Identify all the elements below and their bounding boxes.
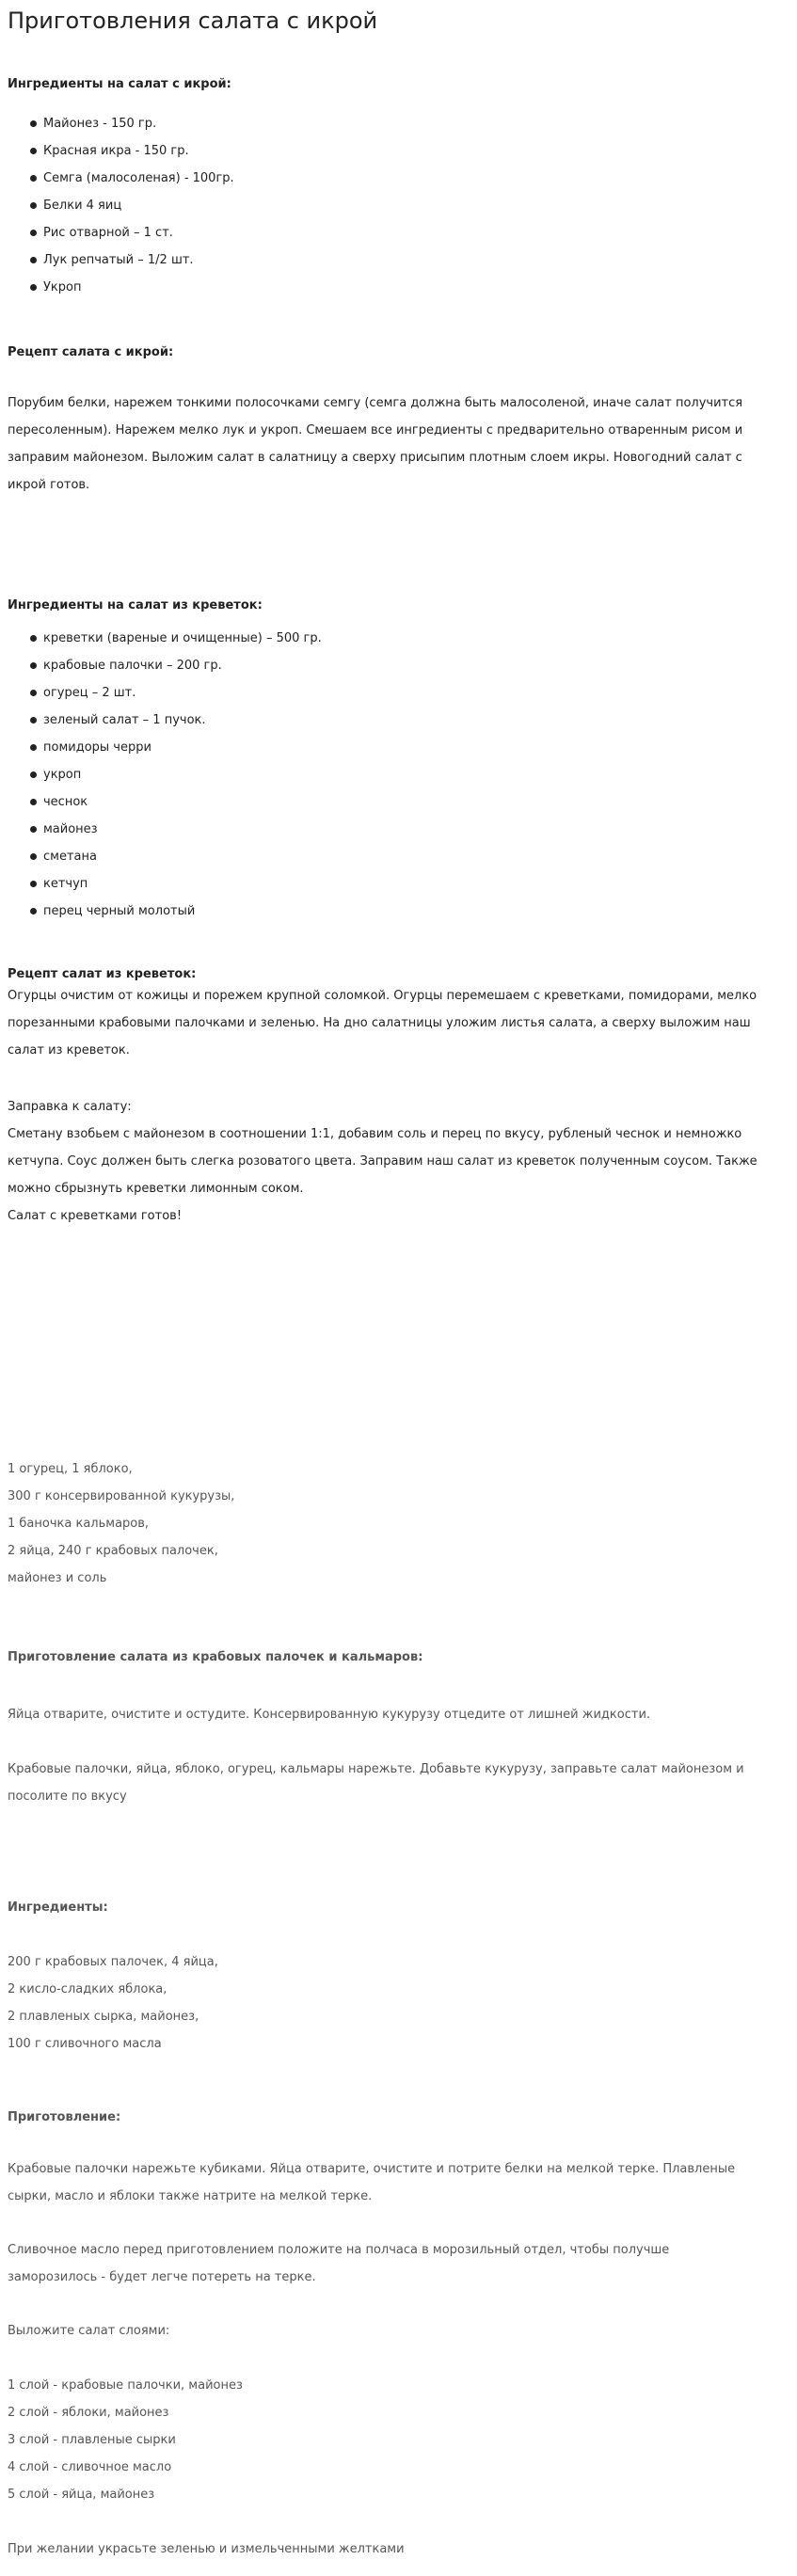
crab-ingredient-line: 1 огурец, 1 яблоко, [8, 1462, 133, 1476]
shrimp-recipe-heading: Рецепт салат из креветок: [8, 967, 197, 981]
page-title: Приготовления салата с икрой [8, 8, 378, 34]
ingredient-line: 2 кисло-сладких яблока, [8, 1982, 167, 1996]
layer-line: 3 слой - плавленые сырки [8, 2433, 176, 2447]
caviar-recipe-text: Порубим белки, нарежем тонкими полосочками семгу (семга должна быть малосоленой, иначе салат получится пересоленным). Нарежем мелко лук и укроп. Смешаем все ингредиенты с предварительно отваренным рисом и заправим майонезом. Выложим салат в салатницу а сверху присыпим плотным слоем икры. Новогодний салат с икрой готов. [8, 396, 743, 492]
preparation-step: Сливочное масло перед приготовлением положите на полчаса в морозильный отдел, чтобы получше заморозилось - будет легче потереть на терке. [8, 2243, 670, 2284]
crab-squid-prep-heading: Приготовление салата из крабовых палочек и кальмаров: [8, 1650, 423, 1664]
preparation-step: Крабовые палочки нарежьте кубиками. Яйца отварите, очистите и потрите белки на мелкой терке. Плавленые сырки, масло и яблоки также натрите на мелкой терке. [8, 2162, 736, 2203]
ingredient-line: 200 г крабовых палочек, 4 яйца, [8, 1955, 218, 1969]
list-item: Майонез - 150 гр. [8, 110, 234, 137]
layer-line: 2 слой - яблоки, майонез [8, 2406, 169, 2420]
caviar-ingredients-heading: Ингредиенты на салат с икрой: [8, 77, 231, 91]
list-item: Укроп [8, 274, 234, 301]
crab-ingredient-line: 2 яйца, 240 г крабовых палочек, [8, 1544, 218, 1558]
list-item: креветки (вареные и очищенные) – 500 гр. [8, 625, 322, 652]
list-item: Семга (малосоленая) - 100гр. [8, 165, 234, 192]
list-item: зеленый салат – 1 пучок. [8, 707, 322, 734]
list-item: Белки 4 яиц [8, 192, 234, 219]
list-item: помидоры черри [8, 734, 322, 761]
layer-line: 1 слой - крабовые палочки, майонез [8, 2378, 243, 2393]
list-item: крабовые палочки – 200 гр. [8, 652, 322, 679]
crab-ingredient-line: 300 г консервированной кукурузы, [8, 1489, 235, 1503]
list-item: майонез [8, 816, 322, 843]
shrimp-ingredients-list [8, 625, 322, 925]
list-item: укроп [8, 761, 322, 788]
list-item: Рис отварной – 1 ст. [8, 219, 234, 246]
caviar-recipe-heading: Рецепт салата с икрой: [8, 345, 174, 359]
caviar-ingredients-list [8, 110, 234, 301]
preparation-heading: Приготовление: [8, 2110, 121, 2124]
list-item: сметана [8, 843, 322, 870]
list-item: кетчуп [8, 870, 322, 898]
shrimp-ingredients-heading: Ингредиенты на салат из креветок: [8, 598, 263, 612]
layer-line: 4 слой - сливочное масло [8, 2460, 172, 2474]
shrimp-done-text: Салат с креветками готов! [8, 1209, 183, 1223]
ingredients-heading: Ингредиенты: [8, 1900, 108, 1915]
layers-intro: Выложите салат слоями: [8, 2324, 170, 2338]
ingredient-line: 2 плавленых сырка, майонез, [8, 2010, 199, 2024]
list-item: Красная икра - 150 гр. [8, 137, 234, 165]
layer-line: 5 слой - яйца, майонез [8, 2488, 155, 2502]
garnish-note: При желании украсьте зеленью и измельченными желтками [8, 2542, 405, 2556]
crab-ingredient-line: майонез и соль [8, 1571, 107, 1585]
dressing-text: Сметану взобьем с майонезом в соотношении 1:1, добавим соль и перец по вкусу, рубленый чеснок и немножко кетчупа. Соус должен быть слегка розоватого цвета. Заправим наш салат из креветок полученным соусом. Также можно сбрызнуть креветки лимонным соком. [8, 1127, 757, 1196]
list-item: огурец – 2 шт. [8, 679, 322, 707]
crab-squid-prep-step: Яйца отварите, очистите и остудите. Консервированную кукурузу отцедите от лишней жидкости. [8, 1708, 651, 1722]
shrimp-recipe-text: Огурцы очистим от кожицы и порежем крупной соломкой. Огурцы перемешаем с креветками, помидорами, мелко порезанными крабовыми палочками и зеленью. На дно салатницы уложим листья салата, а сверху выложим наш салат из креветок. [8, 989, 757, 1057]
ingredient-line: 100 г сливочного масла [8, 2037, 162, 2051]
crab-squid-prep-step: Крабовые палочки, яйца, яблоко, огурец, кальмары нарежьте. Добавьте кукурузу, заправьте салат майонезом и посолите по вкусу [8, 1762, 744, 1804]
list-item: чеснок [8, 788, 322, 816]
dressing-heading: Заправка к салату: [8, 1100, 132, 1114]
list-item: перец черный молотый [8, 898, 322, 925]
crab-ingredient-line: 1 баночка кальмаров, [8, 1517, 150, 1531]
list-item: Лук репчатый – 1/2 шт. [8, 246, 234, 274]
